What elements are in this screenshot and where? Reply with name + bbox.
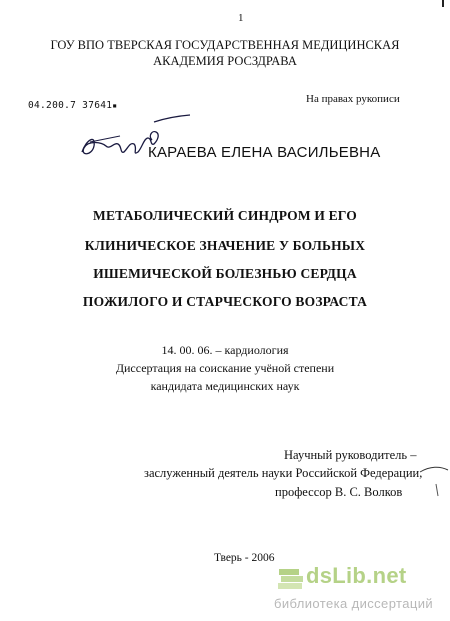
- watermark-brand: dsLib.net: [306, 563, 407, 588]
- page-number: 1: [238, 12, 244, 24]
- thesis-title-line-4: ПОЖИЛОГО И СТАРЧЕСКОГО ВОЗРАСТА: [82, 294, 368, 309]
- supervisor-line-1: Научный руководитель –: [284, 448, 417, 462]
- book-stack-icon: [276, 567, 306, 593]
- corner-mark: [441, 0, 447, 8]
- thesis-title-line-2: КЛИНИЧЕСКОЕ ЗНАЧЕНИЕ У БОЛЬНЫХ: [84, 238, 366, 253]
- degree-line-1: Диссертация на соискание учёной степени: [115, 361, 335, 375]
- institution-line-1: ГОУ ВПО ТВЕРСКАЯ ГОСУДАРСТВЕННАЯ МЕДИЦИНСКАЯ: [50, 38, 400, 52]
- author-name: КАРАЕВА ЕЛЕНА ВАСИЛЬЕВНА: [148, 144, 381, 161]
- thesis-title-line-3: ИШЕМИЧЕСКОЙ БОЛЕЗНЬЮ СЕРДЦА: [93, 266, 357, 281]
- watermark: [268, 563, 450, 621]
- supervisor-line-2: заслуженный деятель науки Российской Федерации,: [144, 466, 423, 480]
- degree-line-2: кандидата медицинских наук: [150, 379, 300, 393]
- rights-notice: На правах рукописи: [306, 93, 400, 105]
- margin-pen-mark: [416, 462, 450, 502]
- author-signature: [72, 112, 192, 172]
- specialty-code: 14. 00. 06. – кардиология: [161, 343, 289, 357]
- watermark-tagline: библиотека диссертаций: [274, 596, 434, 611]
- thesis-title-line-1: МЕТАБОЛИЧЕСКИЙ СИНДРОМ И ЕГО: [93, 208, 357, 223]
- supervisor-line-3: профессор В. С. Волков: [275, 485, 403, 499]
- city-year: Тверь - 2006: [214, 552, 275, 564]
- institution-line-2: АКАДЕМИЯ РОСЗДРАВА: [153, 54, 297, 68]
- registration-number: 04.200.7 37641▪: [28, 100, 118, 111]
